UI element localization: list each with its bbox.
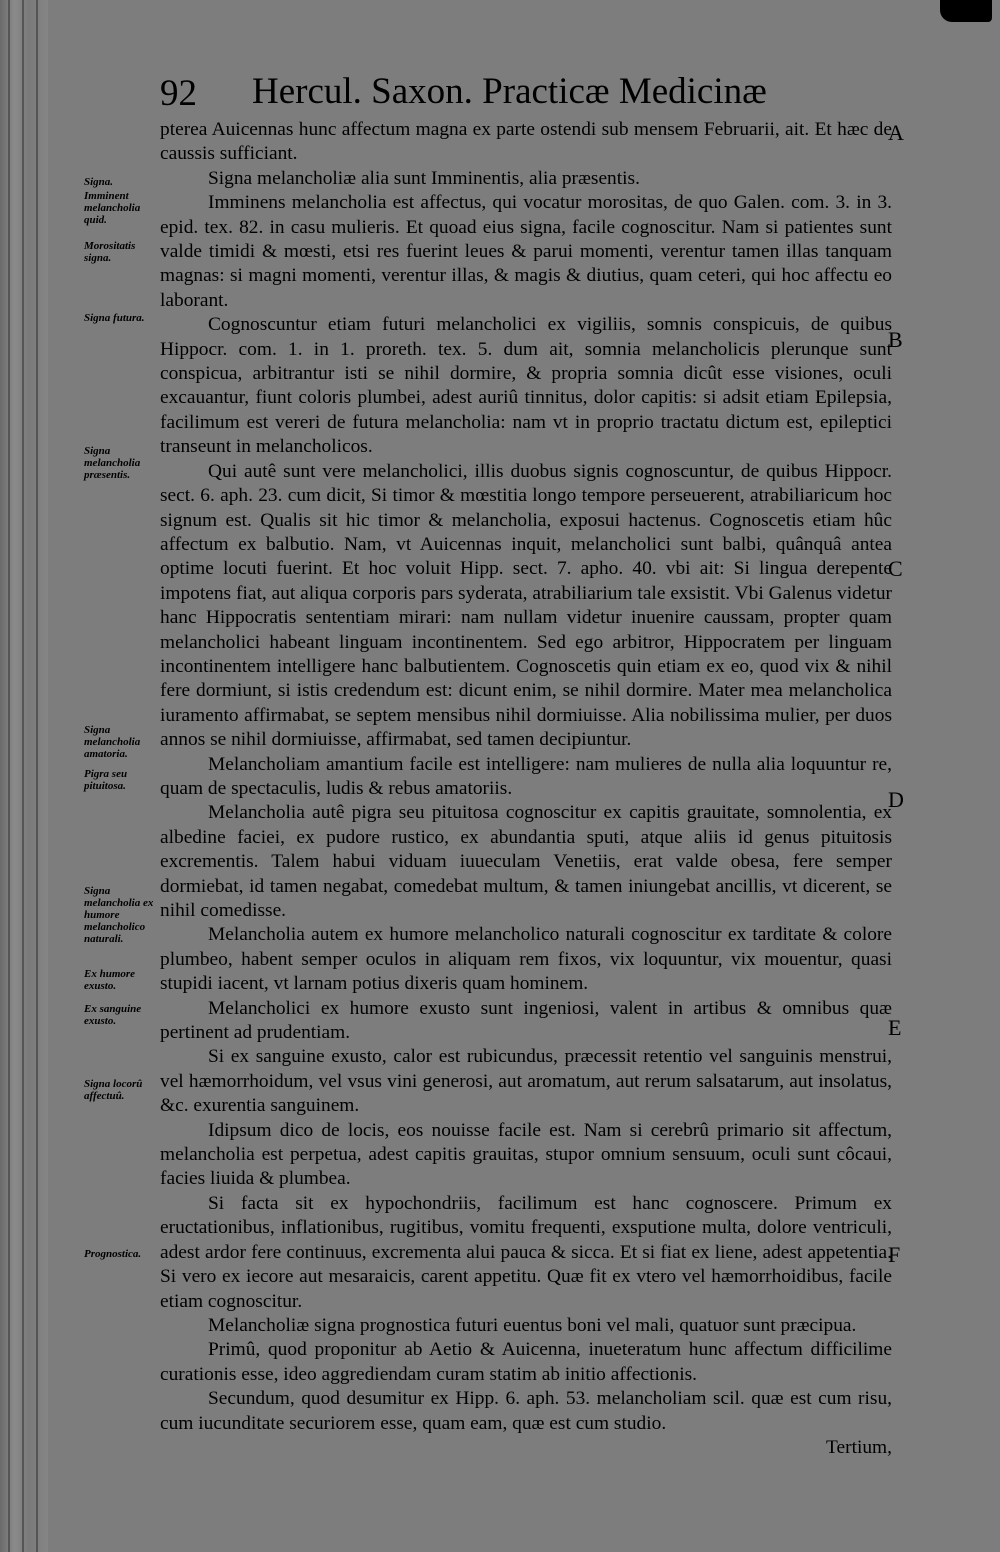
paragraph: pterea Auicennas hunc affectum magna ex parte ostendi sub mensem Februarii, ait. Et hæc de caussis sufficiant.: [160, 119, 892, 165]
section-letter-a: A: [888, 120, 904, 145]
paragraph: Imminens melancholia est affectus, qui vocatur morositas, de quo Galen. com. 3. in 3. epid. tex. 82. in casu mulieris. Et quoad eius signa, facile cognoscitur. Nam si patientes sunt valde timidi & mœsti, etsi res fuerint leues & parui momenti, verentur tamen illas tanquam magnas: si magni momenti, verentur illas, & magis & diutius, quam ceteri, qui hoc affectu eo laborant.: [160, 192, 892, 311]
paragraph: Melancholia autê pigra seu pituitosa cognoscitur ex capitis grauitate, somnolentia, ex albedine faciei, ex pudore rustico, ex abundantia sputi, atque aliis id genus pituitosis excrementis. Talem habui viduam iuueculam Venetiis, erat valde obesa, fere semper dormiebat, id tamen negabat, comedebat multum, & tamen iniungebat ancillis, vt dicerent, se nihil comedisse.: [160, 802, 892, 921]
section-letter-d: D: [888, 787, 904, 812]
section-letter-f: F: [888, 1242, 901, 1267]
page-header: [160, 70, 780, 118]
paragraph: Idipsum dico de locis, eos nouisse facile est. Nam si cerebrû primario sit affectum, melancholia est perpetua, adest capitis grauitas, stupor omnium sensuum, oculi sunt côcaui, facies liuida & plumbea.: [160, 1119, 892, 1190]
paragraph: Qui autê sunt vere melancholici, illis duobus signis cognoscuntur, de quibus Hippocr. sect. 6. aph. 23. cum dicit, Si timor & mœstitia longo tempore perseuerent, atrabiliaricum hoc signum est. Qualis sit hic timor & melancholia, exposui hactenus. Cognoscetis etiam hûc affectum ex balbutio. Nam, vt Auicennas inquit, melancholici sunt balbi, quânquâ antea optime locuti fuerint. Et hoc voluit Hipp. sect. 7. apho. 40. vbi ait: Si lingua derepente impotens fiat, aut aliqua corporis pars syderata, atrabiliarium tale exsistit. Vbi Galenus videtur hanc Hippocratis sententiam mirari: nam nullam videtur inuenire caussam, propter quam melancholici habeant linguam incontinentem. Sed ego arbitror, Hippocratem per linguam incontinentem intelligere hanc balbutientem. Cognoscetis quin etiam ex eo, quod vix & nihil fere dormiunt, si istis credendum est: dicunt enim, se nihil dormire. Mater mea melancholica iuramento affirmabat, se septem mensibus nihil dormiuisse. Alia nobilissima mulier, per duos annos se nihil dormiuisse, affirmabat, sed tamen decipiuntur.: [160, 460, 892, 751]
margin-note: Morositatis signa.: [84, 240, 136, 264]
margin-note: Signa melancholia ex humore melancholico naturali.: [84, 885, 154, 945]
paragraph: Si facta sit ex hypochondriis, facilimum est hanc cognoscere. Primum ex eructationibus, inflationibus, rugitibus, vomitu frequenti, exsputione multa, dolore ventriculi, adest ardor fere continuus, excrementa alui pauca & sicca. Et si fiat ex liene, adest appetentia. Si vero ex iecore aut mesaraicis, carent appetitu. Quæ fit ex vtero vel hæmorrhoidibus, facile etiam cognoscitur.: [160, 1192, 892, 1312]
margin-note: Imminent melancholia quid.: [84, 190, 141, 226]
running-title: Hercul. Saxon. Practicæ Medicinæ: [252, 71, 767, 112]
book-spine: [0, 0, 48, 1552]
paragraph: Primû, quod proponitur ab Aetio & Auicenna, inueteratum hunc affectum difficilime curationis esse, ideo aggrediendam curam statim ab initio affectionis.: [160, 1339, 892, 1385]
margin-note: Signa.: [84, 176, 114, 188]
paragraph: Melancholiam amantium facile est intelligere: nam mulieres de nulla alia loquuntur re, quam de spectaculis, ludis & rebus amatoriis.: [160, 753, 892, 799]
page-number: 92: [160, 73, 197, 114]
margin-note: Signa futura.: [84, 312, 145, 324]
section-letter-e: E: [888, 1015, 902, 1040]
paragraph: Cognoscuntur etiam futuri melancholici ex vigiliis, somnis conspicuis, de quibus Hippocr. com. 1. in 1. proreth. tex. 5. dum ait, somnia melancholicis plerunque sunt conspicua, arbitrantur isti se nihil dormire, & propria somnia dicût esse visiones, oculi excauantur, fiunt coloris plumbei, adest auriû tinnitus, dolor capitis: si adsit etiam Epilepsia, facilimum est vereri de futura melancholia: nam vt in proprio tractatu dictum est, epileptici transeunt in melancholicos.: [160, 314, 892, 458]
section-letter-b: B: [888, 327, 903, 352]
paragraph: Melancholiæ signa prognostica futuri euentus boni vel mali, quatuor sunt præcipua.: [208, 1314, 857, 1336]
section-letter-c: C: [888, 556, 903, 581]
margin-note: Ex humore exusto.: [84, 968, 136, 992]
paragraph: Melancholia autem ex humore melancholico naturali cognoscitur ex tarditate & colore plumbeo, habent semper oculos in aliquam rem fixos, vix loquuntur, vix mouentur, quasi stupidi iacent, vt larnam potius dixeris quam hominem.: [160, 924, 892, 995]
spine-edge-line: [22, 0, 24, 1552]
margin-note: Ex sanguine exusto.: [84, 1003, 142, 1027]
corner-ink-mark: [940, 0, 992, 22]
margin-note: Signa locorû affectuû.: [84, 1078, 143, 1102]
paragraph: Secundum, quod desumitur ex Hipp. 6. aph. 53. melancholiam scil. quæ est cum risu, cum iucunditate securiorem esse, quam eam, quæ est cum studio.: [160, 1388, 892, 1434]
catchword: Tertium,: [826, 1436, 892, 1458]
paragraph: Si ex sanguine exusto, calor est rubicundus, præcessit retentio vel sanguinis menstrui, vel hæmorrhoidum, vel vsus vini generosi, aut aromatum, aut rerum salsatarum, aut insolatus, &c. exurentia sanguinem.: [160, 1046, 892, 1117]
spine-edge-line: [8, 0, 10, 1552]
main-text-column: [160, 118, 892, 1460]
margin-note: Signa melancholia præsentis.: [84, 445, 141, 481]
margin-note: Pigra seu pituitosa.: [84, 768, 128, 792]
margin-note: Prognostica.: [84, 1248, 142, 1260]
paragraph: Signa melancholiæ alia sunt Imminentis, alia præsentis.: [208, 167, 640, 189]
paragraph: Melancholici ex humore exusto sunt ingeniosi, valent in artibus & omnibus quæ pertinent ad prudentiam.: [160, 997, 892, 1044]
spine-edge-line: [36, 0, 38, 1552]
margin-note: Signa melancholia amatoria.: [84, 724, 141, 760]
